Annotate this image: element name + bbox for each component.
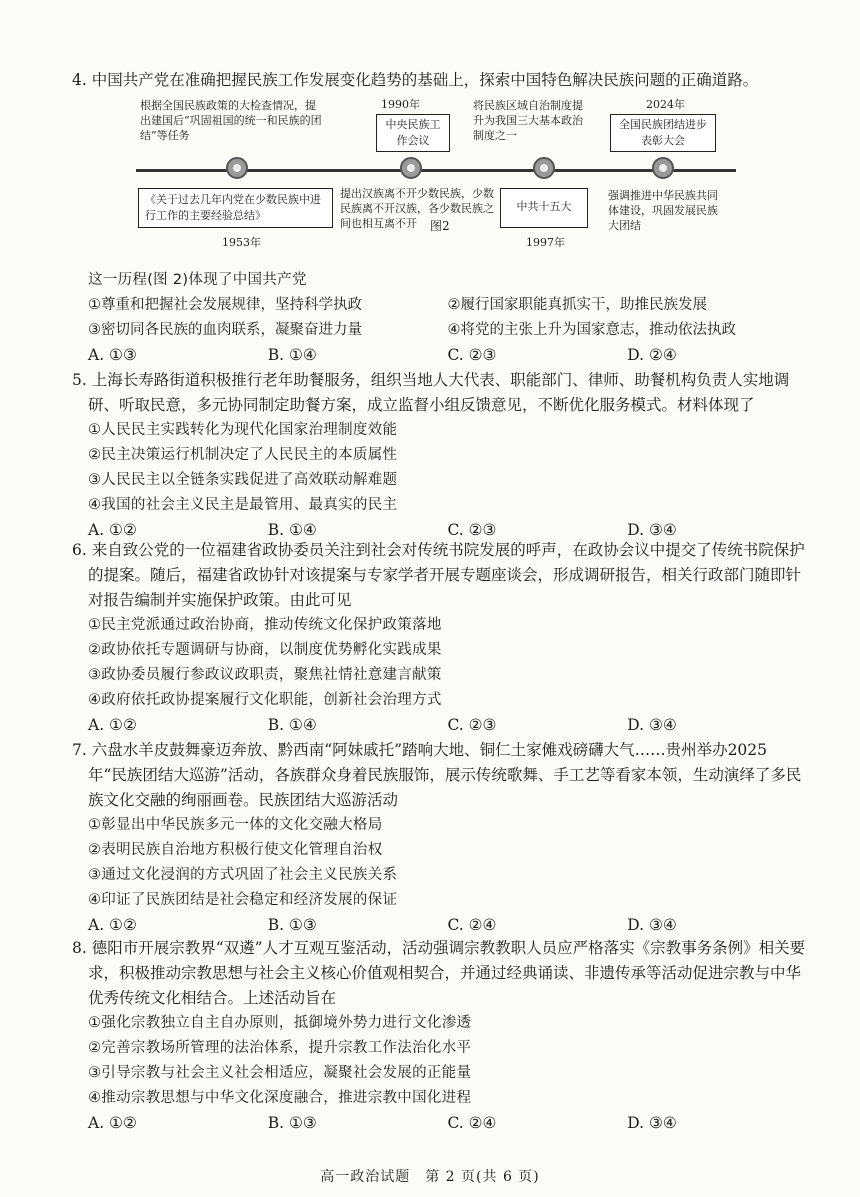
option-3: ③人民民主以全链条实践促进了高效联动解难题 <box>88 472 398 488</box>
answer-d[interactable]: D. ③④ <box>627 521 677 539</box>
timeline-1953-note: 根据全国民族政策的大检查情况，提出建国后“巩固祖国的统一和民族的团结”等任务 <box>140 99 322 142</box>
timeline-2024-box: 全国民族团结进步表彰大会 <box>610 114 716 152</box>
answer-a[interactable]: A. ①② <box>88 1114 137 1132</box>
timeline-year-2024: 2024年 <box>646 98 685 111</box>
question-7 <box>72 738 807 938</box>
answer-c[interactable]: C. ②③ <box>447 521 497 539</box>
option-4: ④印证了民族团结是社会稳定和经济发展的保证 <box>88 892 398 908</box>
question-5 <box>72 368 807 543</box>
option-1: ①彰显出中华民族多元一体的文化交融大格局 <box>88 817 383 833</box>
option-1: ①尊重和把握社会发展规律，坚持科学执政 <box>88 297 362 313</box>
figure-2-timeline <box>128 94 738 259</box>
timeline-1990-note: 提出汉族离不开少数民族，少数民族离不开汉族，各少数民族之间也相互离不开 <box>340 187 494 230</box>
option-1: ①强化宗教独立自主自办原则，抵御境外势力进行文化渗透 <box>88 1015 472 1031</box>
timeline-node-1953 <box>226 157 248 179</box>
figure-caption: 图2 <box>430 219 450 233</box>
question-4-stem: 4. 中国共产党在准确把握民族工作发展变化趋势的基础上，探索中国特色解决民族问题的正确道路。 <box>72 71 759 89</box>
option-4: ④政府依托政协提案履行文化职能，创新社会治理方式 <box>88 692 442 708</box>
timeline-2024-note: 强调推进中华民族共同体建设，巩固发展民族大团结 <box>608 189 718 232</box>
option-4: ④将党的主张上升为国家意志，推动依法执政 <box>447 322 736 338</box>
answer-b[interactable]: B. ①③ <box>267 1114 317 1132</box>
question-6 <box>72 538 807 738</box>
timeline-year-1990: 1990年 <box>381 98 420 111</box>
option-4: ④推动宗教思想与中华文化深度融合，推进宗教中国化进程 <box>88 1090 472 1106</box>
answer-c[interactable]: C. ②③ <box>447 346 497 364</box>
question-7-answers <box>72 913 807 938</box>
option-1: ①人民民主实践转化为现代化国家治理制度效能 <box>88 422 398 438</box>
option-2: ②民主决策运行机制决定了人民民主的本质属性 <box>88 447 398 463</box>
answer-c[interactable]: C. ②④ <box>447 916 497 934</box>
answer-a[interactable]: A. ①③ <box>88 346 137 364</box>
option-2: ②表明民族自治地方积极行使文化管理自治权 <box>88 842 383 858</box>
answer-c[interactable]: C. ②③ <box>447 716 497 734</box>
answer-d[interactable]: D. ③④ <box>627 716 677 734</box>
answer-b[interactable]: B. ①④ <box>267 716 317 734</box>
timeline-1990-box: 中央民族工作会议 <box>376 114 450 152</box>
question-4-lead: 这一历程(图 2)体现了中国共产党 <box>88 272 307 288</box>
question-4-options-row-2 <box>72 318 807 343</box>
question-6-answers <box>72 713 807 738</box>
question-8 <box>72 936 807 1136</box>
question-4-answers <box>72 343 807 368</box>
answer-a[interactable]: A. ①② <box>88 716 137 734</box>
timeline-year-1997: 1997年 <box>526 236 565 249</box>
page-footer: 高一政治试题 第 2 页(共 6 页) <box>320 1169 540 1185</box>
option-4: ④我国的社会主义民主是最管用、最真实的民主 <box>88 497 398 513</box>
timeline-node-2024 <box>652 157 674 179</box>
question-8-answers <box>72 1111 807 1136</box>
timeline-year-1953: 1953年 <box>222 236 261 249</box>
option-3: ③通过文化浸润的方式巩固了社会主义民族关系 <box>88 867 398 883</box>
answer-a[interactable]: A. ①② <box>88 521 137 539</box>
option-2: ②完善宗教场所管理的法治体系，提升宗教工作法治化水平 <box>88 1040 472 1056</box>
option-3: ③引导宗教与社会主义社会相适应，凝聚社会发展的正能量 <box>88 1065 472 1081</box>
answer-b[interactable]: B. ①④ <box>267 521 317 539</box>
answer-b[interactable]: B. ①③ <box>267 916 317 934</box>
answer-d[interactable]: D. ③④ <box>627 916 677 934</box>
question-8-stem: 8. 德阳市开展宗教界“双遴”人才互观互鉴活动，活动强调宗教教职人员应严格落实《宗教事务条例》相关要求，积极推动宗教思想与社会主义核心价值观相契合，并通过经典诵读、非遗传承等活动促进宗教与中华优秀传统文化相结合。上述活动旨在 <box>72 939 806 1007</box>
question-6-stem: 6. 来自致公党的一位福建省政协委员关注到社会对传统书院发展的呼声，在政协会议中提交了传统书院保护的提案。随后，福建省政协针对该提案与专家学者开展专题座谈会，形成调研报告，相关行政部门随即针对报告编制并实施保护政策。由此可见 <box>72 541 805 609</box>
question-4-options-row-1 <box>72 293 807 318</box>
question-4-body <box>72 268 807 368</box>
timeline-node-1990 <box>400 157 422 179</box>
answer-a[interactable]: A. ①② <box>88 916 137 934</box>
timeline-1953-box: 《关于过去几年内党在少数民族中进行工作的主要经验总结》 <box>138 188 333 228</box>
answer-c[interactable]: C. ②④ <box>447 1114 497 1132</box>
timeline-1997-note: 将民族区域自治制度提升为我国三大基本政治制度之一 <box>473 99 583 142</box>
answer-d[interactable]: D. ②④ <box>627 346 677 364</box>
option-3: ③密切同各民族的血肉联系，凝聚奋进力量 <box>88 322 362 338</box>
timeline-1997-box: 中共十五大 <box>500 188 588 228</box>
timeline-node-1997 <box>533 157 555 179</box>
question-4 <box>72 68 807 93</box>
option-3: ③政协委员履行参政议政职责，聚焦社情社意建言献策 <box>88 667 442 683</box>
answer-b[interactable]: B. ①④ <box>267 346 317 364</box>
option-2: ②履行国家职能真抓实干，助推民族发展 <box>447 297 707 313</box>
question-7-stem: 7. 六盘水羊皮鼓舞豪迈奔放、黔西南“阿妹戚托”踏响大地、铜仁土家傩戏磅礴大气……贵州举办2025 年“民族团结大巡游”活动，各族群众身着民族服饰，展示传统歌舞、手工艺等看家本领，生动演绎了多民族文化交融的绚丽画卷。民族团结大巡游活动 <box>72 741 802 809</box>
answer-d[interactable]: D. ③④ <box>627 1114 677 1132</box>
question-5-stem: 5. 上海长寿路街道积极推行老年助餐服务，组织当地人大代表、职能部门、律师、助餐机构负责人实地调研、听取民意，多元协同制定助餐方案，成立监督小组反馈意见，不断优化服务模式。材料体现了 <box>72 371 790 414</box>
option-2: ②政协依托专题调研与协商，以制度优势孵化实践成果 <box>88 642 442 658</box>
option-1: ①民主党派通过政治协商，推动传统文化保护政策落地 <box>88 617 442 633</box>
